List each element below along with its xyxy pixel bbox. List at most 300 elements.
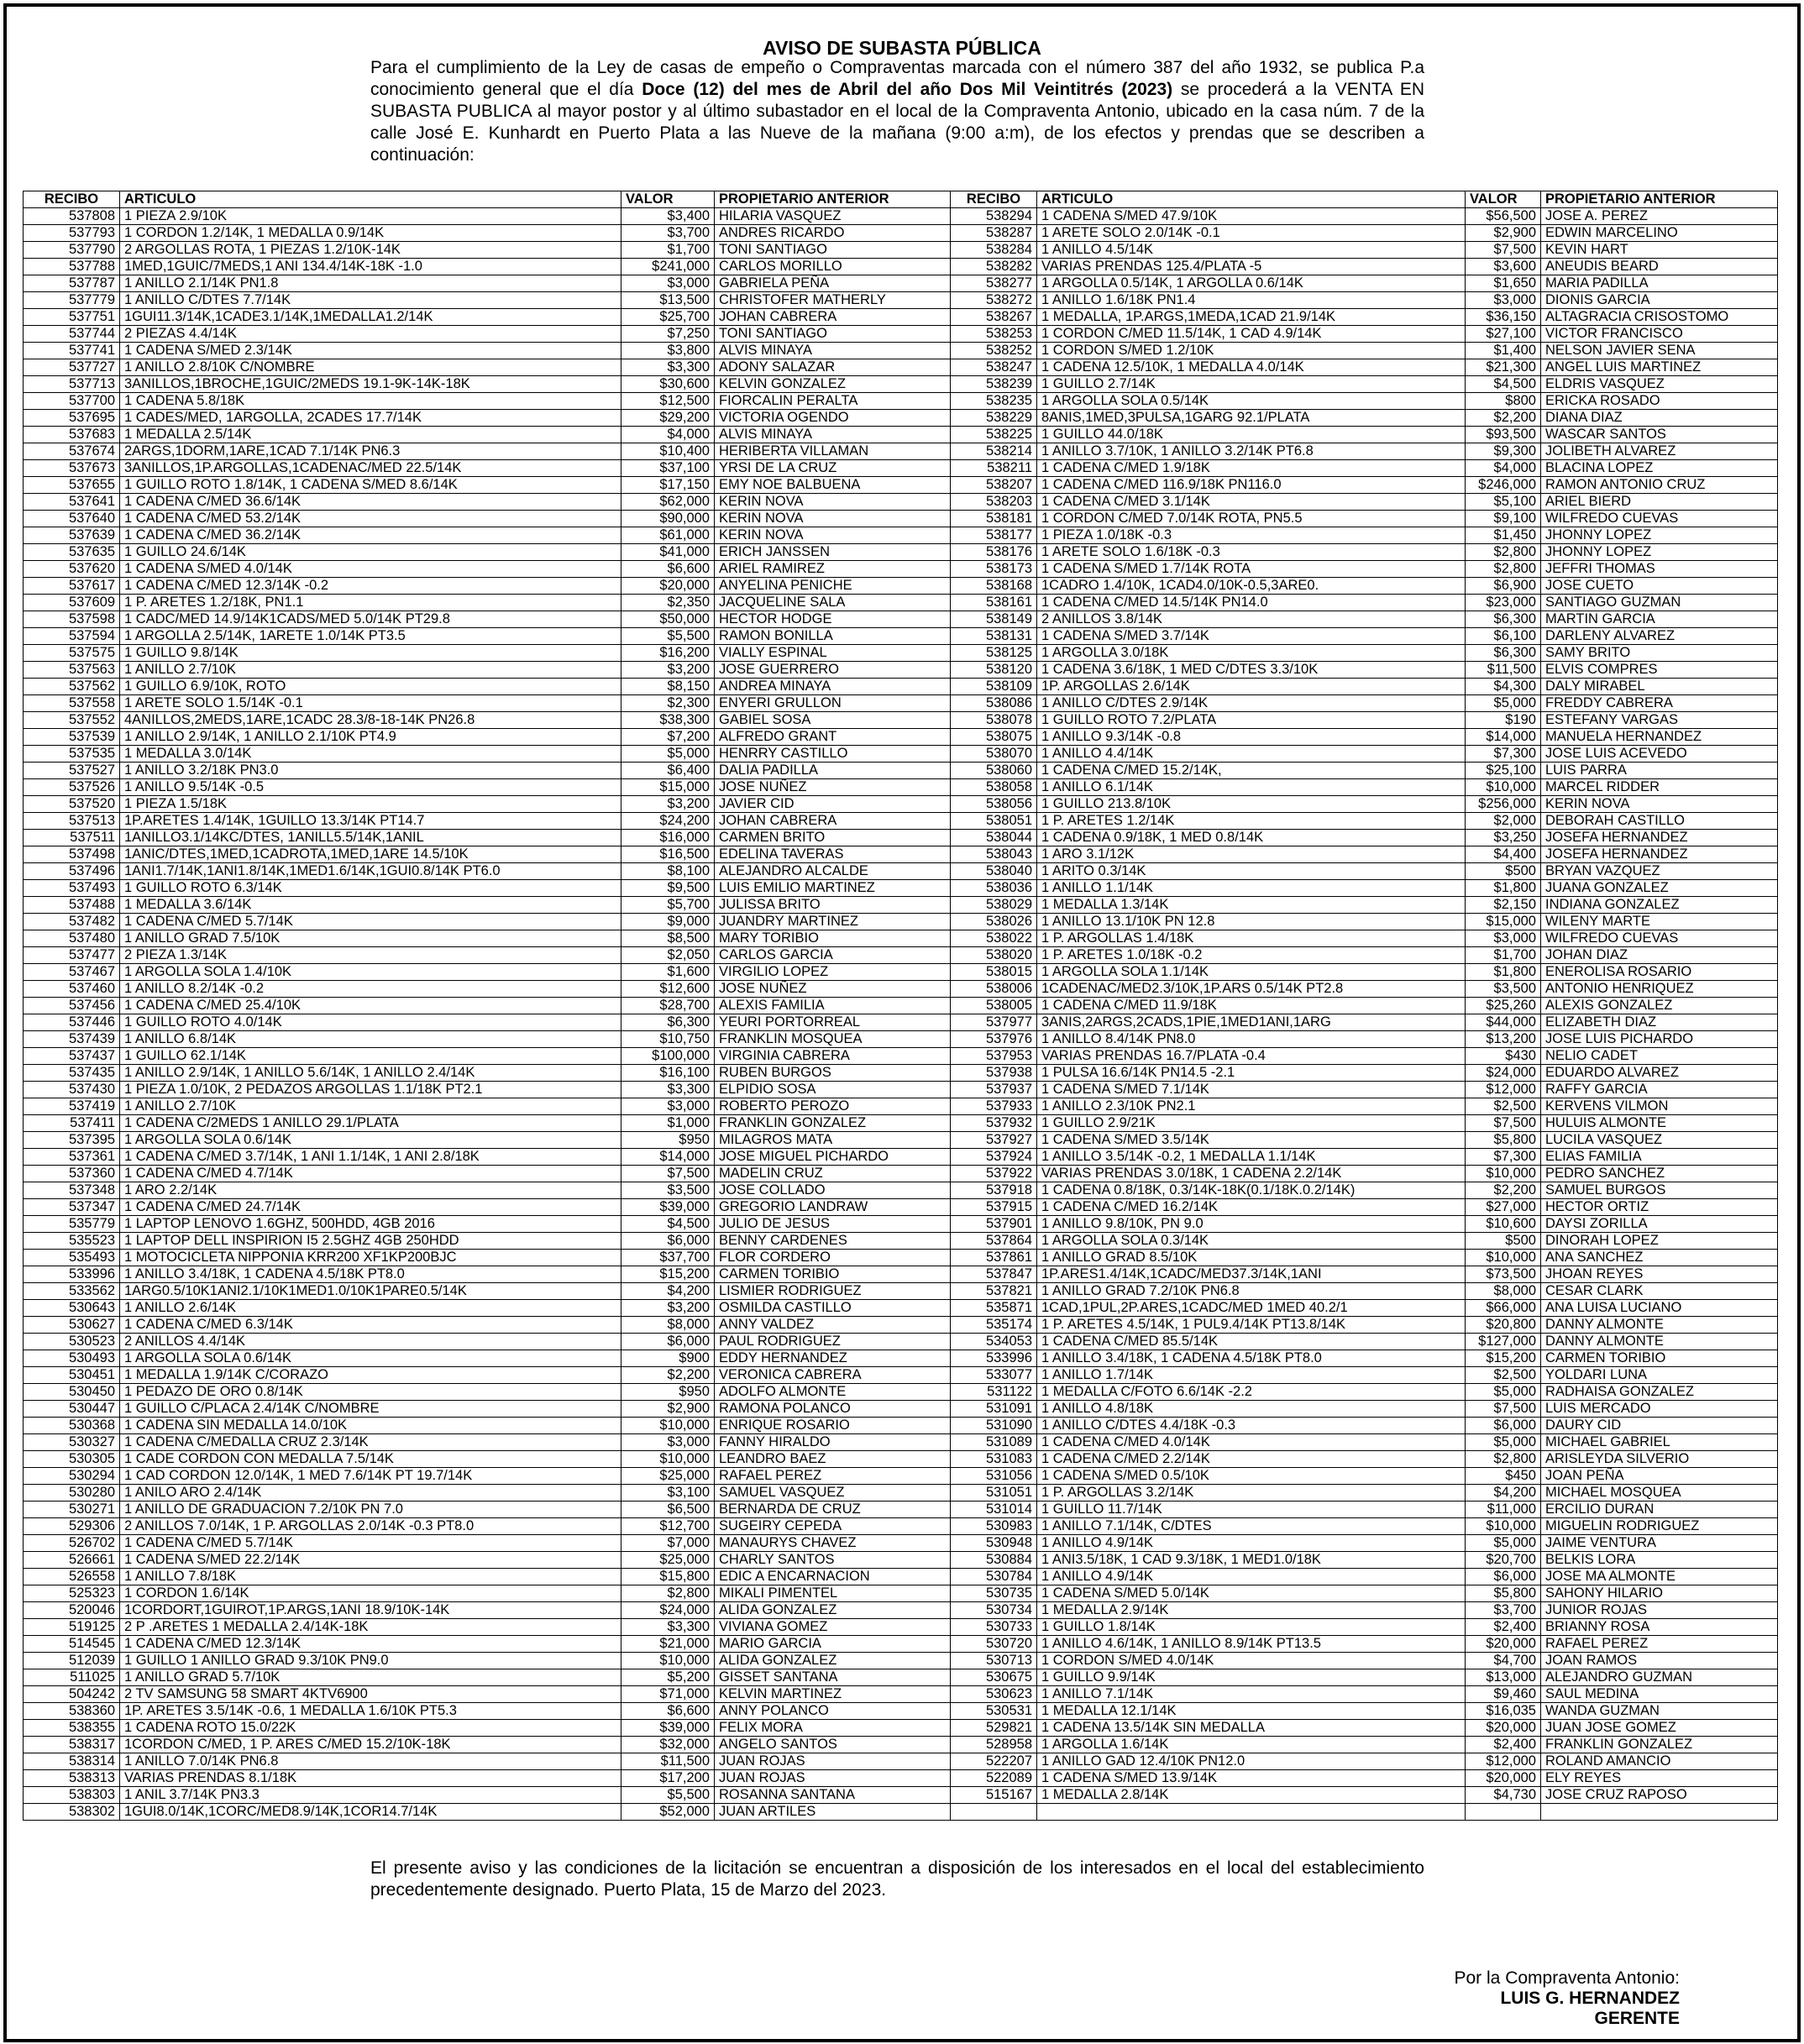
left-articulo-cell: 1 CADENA C/2MEDS 1 ANILLO 29.1/PLATA [120,1115,621,1132]
right-valor-cell: $5,000 [1466,1535,1541,1552]
right-propietario-cell: WILENY MARTE [1541,914,1778,930]
right-recibo-cell: 538211 [951,460,1037,477]
left-valor-cell: $37,700 [621,1250,715,1266]
table-row [24,1082,1778,1098]
left-articulo-cell: 1P. ARETES 3.5/14K -0.6, 1 MEDALLA 1.6/10K PT5.3 [120,1703,621,1720]
right-propietario-cell: BRYAN VAZQUEZ [1541,863,1778,880]
right-articulo-cell: 1 P. ARETES 1.2/14K [1037,813,1466,830]
left-recibo-cell: 520046 [24,1602,120,1619]
right-recibo-cell: 537924 [951,1149,1037,1166]
left-articulo-cell: 1 P. ARETES 1.2/18K, PN1.1 [120,595,621,611]
left-propietario-cell: GISSET SANTANA [715,1669,951,1686]
left-valor-cell: $12,500 [621,393,715,410]
right-propietario-cell: ERCILIO DURAN [1541,1502,1778,1518]
table-row [24,729,1778,746]
table-row [24,359,1778,376]
table-row [24,460,1778,477]
left-propietario-cell: YEURI PORTORREAL [715,1014,951,1031]
right-valor-cell: $14,000 [1466,729,1541,746]
right-articulo-cell: 1 MEDALLA C/FOTO 6.6/14K -2.2 [1037,1384,1466,1401]
right-recibo-cell: 535174 [951,1317,1037,1334]
left-propietario-cell: PAUL RODRIGUEZ [715,1334,951,1350]
left-recibo-cell: 537347 [24,1199,120,1216]
left-valor-cell: $32,000 [621,1737,715,1753]
right-propietario-cell: MARCEL RIDDER [1541,779,1778,796]
table-row [24,376,1778,393]
table-row [24,712,1778,729]
left-articulo-cell: 1 ARGOLLA SOLA 0.6/14K [120,1350,621,1367]
right-recibo-cell: 538173 [951,561,1037,578]
left-propietario-cell: MIKALI PIMENTEL [715,1585,951,1602]
left-propietario-cell: OSMILDA CASTILLO [715,1300,951,1317]
right-propietario-cell: DAURY CID [1541,1418,1778,1434]
right-recibo-cell: 538044 [951,830,1037,846]
table-row [24,1703,1778,1720]
table-row [24,1804,1778,1821]
right-propietario-cell: LUIS PARRA [1541,763,1778,779]
right-valor-cell: $66,000 [1466,1300,1541,1317]
table-row [24,1132,1778,1149]
left-articulo-cell: 1 ANILLO 2.7/10K [120,662,621,679]
left-articulo-cell: 1 CADENA S/MED 4.0/14K [120,561,621,578]
left-recibo-cell: 537467 [24,964,120,981]
right-propietario-cell: ERICKA ROSADO [1541,393,1778,410]
left-recibo-cell: 537513 [24,813,120,830]
left-valor-cell: $3,300 [621,1619,715,1636]
table-row [24,494,1778,511]
right-propietario-cell: DAYSI ZORILLA [1541,1216,1778,1233]
left-valor-cell: $71,000 [621,1686,715,1703]
left-articulo-cell: 3ANILLOS,1BROCHE,1GUIC/2MEDS 19.1-9K-14K-18K [120,376,621,393]
right-articulo-cell: 1 ANILLO GRAD 7.2/10K PN6.8 [1037,1283,1466,1300]
left-articulo-cell: 1 CADENA C/MED 24.7/14K [120,1199,621,1216]
left-valor-cell: $16,500 [621,846,715,863]
left-valor-cell: $6,600 [621,561,715,578]
auction-items-table [23,191,1778,1821]
left-articulo-cell: 1CORDORT,1GUIROT,1P.ARGS,1ANI 18.9/10K-14K [120,1602,621,1619]
right-articulo-cell: 1 ANILLO 6.1/14K [1037,779,1466,796]
right-recibo-cell: 531014 [951,1502,1037,1518]
right-articulo-cell: 1 ARGOLLA 0.5/14K, 1 ARGOLLA 0.6/14K [1037,275,1466,292]
left-propietario-cell: ALEJANDRO ALCALDE [715,863,951,880]
left-propietario-cell: GABIEL SOSA [715,712,951,729]
right-articulo-cell: 1 ANILLO 13.1/10K PN 12.8 [1037,914,1466,930]
left-articulo-cell: 1 CADENA C/MED 12.3/14K [120,1636,621,1653]
left-propietario-cell: ERICH JANSSEN [715,544,951,561]
right-recibo-cell: 537938 [951,1065,1037,1082]
right-propietario-cell: DIONIS GARCIA [1541,292,1778,309]
left-articulo-cell: 1 CADENA C/MED 12.3/14K -0.2 [120,578,621,595]
left-recibo-cell: 530271 [24,1502,120,1518]
right-articulo-cell: 1 GUILLO 1.8/14K [1037,1619,1466,1636]
left-recibo-cell: 533562 [24,1283,120,1300]
right-valor-cell: $6,000 [1466,1418,1541,1434]
left-valor-cell: $3,100 [621,1485,715,1502]
right-valor-cell: $2,000 [1466,813,1541,830]
right-recibo-cell: 522207 [951,1753,1037,1770]
left-propietario-cell: TONI SANTIAGO [715,242,951,259]
right-propietario-cell: NELIO CADET [1541,1048,1778,1065]
right-valor-cell: $20,000 [1466,1720,1541,1737]
right-articulo-cell: 1 CADENA 13.5/14K SIN MEDALLA [1037,1720,1466,1737]
right-valor-cell: $36,150 [1466,309,1541,326]
right-recibo-cell: 538149 [951,611,1037,628]
right-propietario-cell: VICTOR FRANCISCO [1541,326,1778,343]
left-valor-cell: $39,000 [621,1720,715,1737]
right-propietario-cell: FREDDY CABRERA [1541,695,1778,712]
left-recibo-cell: 537360 [24,1166,120,1182]
right-propietario-cell: NELSON JAVIER SENA [1541,343,1778,359]
left-propietario-cell: VIRGILIO LOPEZ [715,964,951,981]
right-recibo-cell: 535871 [951,1300,1037,1317]
left-recibo-cell: 537348 [24,1182,120,1199]
left-recibo-cell: 537639 [24,527,120,544]
right-articulo-cell: 1 ANILLO 7.1/14K, C/DTES [1037,1518,1466,1535]
left-valor-cell: $10,000 [621,1653,715,1669]
left-recibo-cell: 537683 [24,427,120,443]
left-recibo-cell: 538355 [24,1720,120,1737]
left-valor-cell: $3,700 [621,225,715,242]
table-row [24,275,1778,292]
right-articulo-cell: 1 CADENA C/MED 116.9/18K PN116.0 [1037,477,1466,494]
right-propietario-cell: WANDA GUZMAN [1541,1703,1778,1720]
right-propietario-cell [1541,1804,1778,1821]
right-recibo-cell: 534053 [951,1334,1037,1350]
left-valor-cell: $5,200 [621,1669,715,1686]
left-recibo-cell: 512039 [24,1653,120,1669]
right-recibo-cell: 537953 [951,1048,1037,1065]
left-valor-cell: $10,750 [621,1031,715,1048]
right-articulo-cell: 1 CADENA C/MED 16.2/14K [1037,1199,1466,1216]
left-recibo-cell: 537793 [24,225,120,242]
table-row [24,1518,1778,1535]
right-propietario-cell: RAFAEL PEREZ [1541,1636,1778,1653]
table-row [24,914,1778,930]
right-valor-cell: $5,100 [1466,494,1541,511]
left-recibo-cell: 537594 [24,628,120,645]
header-articulo: ARTICULO [120,191,621,208]
left-recibo-cell: 538313 [24,1770,120,1787]
table-row [24,1468,1778,1485]
right-propietario-cell: KEVIN HART [1541,242,1778,259]
left-recibo-cell: 514545 [24,1636,120,1653]
right-propietario-cell: WASCAR SANTOS [1541,427,1778,443]
left-valor-cell: $10,400 [621,443,715,460]
left-propietario-cell: ROBERTO PEROZO [715,1098,951,1115]
left-valor-cell: $5,500 [621,628,715,645]
right-valor-cell: $7,500 [1466,1401,1541,1418]
right-articulo-cell: 1 CADENA S/MED 13.9/14K [1037,1770,1466,1787]
right-articulo-cell: 1 P. ARGOLLAS 3.2/14K [1037,1485,1466,1502]
left-propietario-cell: JOSE COLLADO [715,1182,951,1199]
left-propietario-cell: ENRIQUE ROSARIO [715,1418,951,1434]
table-row [24,1031,1778,1048]
right-recibo-cell: 538176 [951,544,1037,561]
right-recibo-cell: 538214 [951,443,1037,460]
right-articulo-cell: 1 CADENA 0.9/18K, 1 MED 0.8/14K [1037,830,1466,846]
left-valor-cell: $7,500 [621,1166,715,1182]
left-propietario-cell: KERIN NOVA [715,511,951,527]
right-propietario-cell: FRANKLIN GONZALEZ [1541,1737,1778,1753]
left-recibo-cell: 530523 [24,1334,120,1350]
table-row [24,292,1778,309]
right-propietario-cell: MICHAEL GABRIEL [1541,1434,1778,1451]
right-recibo-cell: 538060 [951,763,1037,779]
right-recibo-cell: 538225 [951,427,1037,443]
left-propietario-cell: KELVIN GONZALEZ [715,376,951,393]
right-recibo-cell: 538203 [951,494,1037,511]
right-valor-cell: $2,500 [1466,1367,1541,1384]
right-articulo-cell: 1 CADENA C/MED 2.2/14K [1037,1451,1466,1468]
left-recibo-cell: 538314 [24,1753,120,1770]
left-articulo-cell: 1 ANILLO C/DTES 7.7/14K [120,292,621,309]
left-recibo-cell: 537640 [24,511,120,527]
right-recibo-cell: 530531 [951,1703,1037,1720]
right-propietario-cell: ARIEL BIERD [1541,494,1778,511]
right-valor-cell: $9,100 [1466,511,1541,527]
left-propietario-cell: FIORCALIN PERALTA [715,393,951,410]
right-propietario-cell: JOSE MA ALMONTE [1541,1569,1778,1585]
right-articulo-cell: 1 ANILLO 4.8/18K [1037,1401,1466,1418]
left-propietario-cell: ELPIDIO SOSA [715,1082,951,1098]
table-row [24,561,1778,578]
left-articulo-cell: 1 ANIL 3.7/14K PN3.3 [120,1787,621,1804]
left-propietario-cell: FANNY HIRALDO [715,1434,951,1451]
right-articulo-cell: 1 ANI3.5/18K, 1 CAD 9.3/18K, 1 MED1.0/18K [1037,1552,1466,1569]
left-valor-cell: $25,000 [621,1552,715,1569]
right-recibo-cell: 538026 [951,914,1037,930]
left-propietario-cell: VIALLY ESPINAL [715,645,951,662]
left-recibo-cell: 537655 [24,477,120,494]
right-recibo-cell: 538125 [951,645,1037,662]
right-propietario-cell: DALY MIRABEL [1541,679,1778,695]
left-articulo-cell: 1 ANILLO 2.6/14K [120,1300,621,1317]
left-recibo-cell: 537609 [24,595,120,611]
left-propietario-cell: KERIN NOVA [715,494,951,511]
left-articulo-cell: 1 CADENA C/MEDALLA CRUZ 2.3/14K [120,1434,621,1451]
left-recibo-cell: 537419 [24,1098,120,1115]
left-articulo-cell: 1 MEDALLA 3.0/14K [120,746,621,763]
left-recibo-cell: 530368 [24,1418,120,1434]
left-propietario-cell: BENNY CARDENES [715,1233,951,1250]
left-articulo-cell: 1 ANILLO 2.9/14K, 1 ANILLO 2.1/10K PT4.9 [120,729,621,746]
right-recibo-cell: 538070 [951,746,1037,763]
left-recibo-cell: 537779 [24,292,120,309]
right-articulo-cell: 1CADENAC/MED2.3/10K,1P.ARS 0.5/14K PT2.8 [1037,981,1466,998]
right-valor-cell: $500 [1466,1233,1541,1250]
right-valor-cell: $73,500 [1466,1266,1541,1283]
left-valor-cell: $8,500 [621,930,715,947]
right-valor-cell: $13,000 [1466,1669,1541,1686]
right-valor-cell: $2,200 [1466,1182,1541,1199]
right-propietario-cell: DEBORAH CASTILLO [1541,813,1778,830]
right-valor-cell: $4,700 [1466,1653,1541,1669]
closing-paragraph: El presente aviso y las condiciones de la licitación se encuentran a disposición de los interesados en el local del establecimiento precedentemente designado. Puerto Plata, 15 de Marzo del 2023. [370,1858,1424,1900]
right-recibo-cell: 537927 [951,1132,1037,1149]
right-valor-cell [1466,1804,1541,1821]
table-row [24,427,1778,443]
right-articulo-cell: 1 ARGOLLA SOLA 1.1/14K [1037,964,1466,981]
left-articulo-cell: 1 CADENA SIN MEDALLA 14.0/10K [120,1418,621,1434]
left-valor-cell: $6,600 [621,1703,715,1720]
right-recibo-cell: 531083 [951,1451,1037,1468]
left-valor-cell: $16,000 [621,830,715,846]
left-recibo-cell: 537480 [24,930,120,947]
left-valor-cell: $7,000 [621,1535,715,1552]
right-valor-cell: $7,300 [1466,746,1541,763]
right-valor-cell: $15,200 [1466,1350,1541,1367]
right-articulo-cell: 1 CADENA S/MED 3.5/14K [1037,1132,1466,1149]
right-propietario-cell: DANNY ALMONTE [1541,1334,1778,1350]
left-recibo-cell: 537520 [24,796,120,813]
right-recibo-cell: 538058 [951,779,1037,796]
left-valor-cell: $17,200 [621,1770,715,1787]
table-row [24,527,1778,544]
left-propietario-cell: VIVIANA GOMEZ [715,1619,951,1636]
right-articulo-cell: 1 ARO 3.1/12K [1037,846,1466,863]
left-articulo-cell: 1 ANILLO 7.8/18K [120,1569,621,1585]
left-articulo-cell: 1 GUILLO 62.1/14K [120,1048,621,1065]
right-articulo-cell: 1 GUILLO 9.9/14K [1037,1669,1466,1686]
right-propietario-cell: ALEXIS GONZALEZ [1541,998,1778,1014]
left-valor-cell: $24,200 [621,813,715,830]
left-articulo-cell: 1 ANILLO 9.5/14K -0.5 [120,779,621,796]
right-valor-cell: $6,300 [1466,611,1541,628]
left-propietario-cell: ALIDA GONZALEZ [715,1653,951,1669]
intro-paragraph [370,57,1424,166]
right-valor-cell: $20,000 [1466,1636,1541,1653]
header-recibo: RECIBO [951,191,1037,208]
right-valor-cell: $13,200 [1466,1031,1541,1048]
right-valor-cell: $11,000 [1466,1502,1541,1518]
signature-block [1092,1968,1680,2029]
left-recibo-cell: 537741 [24,343,120,359]
right-recibo-cell: 530713 [951,1653,1037,1669]
right-articulo-cell: 1 ANILLO 9.8/10K, PN 9.0 [1037,1216,1466,1233]
right-valor-cell: $12,000 [1466,1082,1541,1098]
right-recibo-cell: 530735 [951,1585,1037,1602]
right-articulo-cell: 1P. ARGOLLAS 2.6/14K [1037,679,1466,695]
table-row [24,662,1778,679]
left-articulo-cell: 1ANIC/DTES,1MED,1CADROTA,1MED,1ARE 14.5/10K [120,846,621,863]
left-valor-cell: $2,350 [621,595,715,611]
table-row [24,830,1778,846]
left-articulo-cell: 1 ANILLO 6.8/14K [120,1031,621,1048]
right-valor-cell: $3,000 [1466,292,1541,309]
left-propietario-cell: LEANDRO BAEZ [715,1451,951,1468]
left-recibo-cell: 537751 [24,309,120,326]
left-articulo-cell: 1 CADENA C/MED 36.6/14K [120,494,621,511]
left-recibo-cell: 530627 [24,1317,120,1334]
left-propietario-cell: KELVIN MARTINEZ [715,1686,951,1703]
left-articulo-cell: 1 PIEZA 1.0/10K, 2 PEDAZOS ARGOLLAS 1.1/18K PT2.1 [120,1082,621,1098]
left-recibo-cell: 537511 [24,830,120,846]
right-propietario-cell: JOLIBETH ALVAREZ [1541,443,1778,460]
right-valor-cell: $1,700 [1466,947,1541,964]
right-valor-cell: $10,000 [1466,1518,1541,1535]
table-row [24,695,1778,712]
left-valor-cell: $2,900 [621,1401,715,1418]
right-recibo-cell: 538078 [951,712,1037,729]
right-articulo-cell: 1 ANILLO GRAD 8.5/10K [1037,1250,1466,1266]
right-recibo-cell: 528958 [951,1737,1037,1753]
right-articulo-cell: 1 CADENA C/MED 1.9/18K [1037,460,1466,477]
left-recibo-cell: 533996 [24,1266,120,1283]
right-propietario-cell: RAFFY GARCIA [1541,1082,1778,1098]
left-propietario-cell: CARLOS MORILLO [715,259,951,275]
right-articulo-cell: 1 CORDON S/MED 1.2/10K [1037,343,1466,359]
right-propietario-cell: HECTOR ORTIZ [1541,1199,1778,1216]
right-recibo-cell: 538277 [951,275,1037,292]
left-articulo-cell: 1 CADENA S/MED 2.3/14K [120,343,621,359]
right-recibo-cell: 530983 [951,1518,1037,1535]
right-recibo-cell: 537922 [951,1166,1037,1182]
left-propietario-cell: JUAN ARTILES [715,1804,951,1821]
left-propietario-cell: EDELINA TAVERAS [715,846,951,863]
left-articulo-cell: 1GUI8.0/14K,1CORC/MED8.9/14K,1COR14.7/14K [120,1804,621,1821]
right-recibo-cell: 538181 [951,511,1037,527]
left-articulo-cell: 1 CADENA C/MED 25.4/10K [120,998,621,1014]
left-articulo-cell: 1 PIEZA 2.9/10K [120,208,621,225]
right-articulo-cell: 1 CADENA 3.6/18K, 1 MED C/DTES 3.3/10K [1037,662,1466,679]
left-articulo-cell: 1 ANILLO GRAD 5.7/10K [120,1669,621,1686]
left-propietario-cell: GABRIELA PEÑA [715,275,951,292]
right-recibo-cell: 538005 [951,998,1037,1014]
right-propietario-cell: YOLDARI LUNA [1541,1367,1778,1384]
right-valor-cell: $10,000 [1466,779,1541,796]
right-propietario-cell: LUIS MERCADO [1541,1401,1778,1418]
left-valor-cell: $39,000 [621,1199,715,1216]
left-propietario-cell: ALVIS MINAYA [715,427,951,443]
right-valor-cell: $56,500 [1466,208,1541,225]
table-row [24,930,1778,947]
right-valor-cell: $12,000 [1466,1753,1541,1770]
left-propietario-cell: ALEXIS FAMILIA [715,998,951,1014]
right-valor-cell: $3,500 [1466,981,1541,998]
left-propietario-cell: GREGORIO LANDRAW [715,1199,951,1216]
left-valor-cell: $38,300 [621,712,715,729]
left-valor-cell: $3,300 [621,359,715,376]
right-articulo-cell: 1 GUILLO 11.7/14K [1037,1502,1466,1518]
right-propietario-cell: MARTIN GARCIA [1541,611,1778,628]
intro-date: Doce (12) del mes de Abril del año Dos Mil Veintitrés (2023) [642,80,1173,99]
left-propietario-cell: EDDY HERNANDEZ [715,1350,951,1367]
left-valor-cell: $15,800 [621,1569,715,1585]
left-articulo-cell: 1 GUILLO 6.9/10K, ROTO [120,679,621,695]
left-valor-cell: $3,200 [621,662,715,679]
table-row [24,595,1778,611]
right-articulo-cell: 1 GUILLO 213.8/10K [1037,796,1466,813]
left-propietario-cell: ALIDA GONZALEZ [715,1602,951,1619]
right-articulo-cell: 1 ANILLO 4.5/14K [1037,242,1466,259]
left-recibo-cell: 535779 [24,1216,120,1233]
right-recibo-cell: 538287 [951,225,1037,242]
table-row [24,1166,1778,1182]
left-recibo-cell: 537787 [24,275,120,292]
right-recibo-cell: 538015 [951,964,1037,981]
table-row [24,1585,1778,1602]
left-valor-cell: $3,300 [621,1082,715,1098]
right-recibo-cell: 530734 [951,1602,1037,1619]
left-recibo-cell: 537635 [24,544,120,561]
right-valor-cell: $4,000 [1466,460,1541,477]
header-valor: VALOR [621,191,715,208]
right-valor-cell: $1,400 [1466,343,1541,359]
right-articulo-cell: 1 ANILLO 8.4/14K PN8.0 [1037,1031,1466,1048]
left-valor-cell: $21,000 [621,1636,715,1653]
right-articulo-cell: 1 P. ARETES 1.0/18K -0.2 [1037,947,1466,964]
right-propietario-cell: WILFREDO CUEVAS [1541,511,1778,527]
